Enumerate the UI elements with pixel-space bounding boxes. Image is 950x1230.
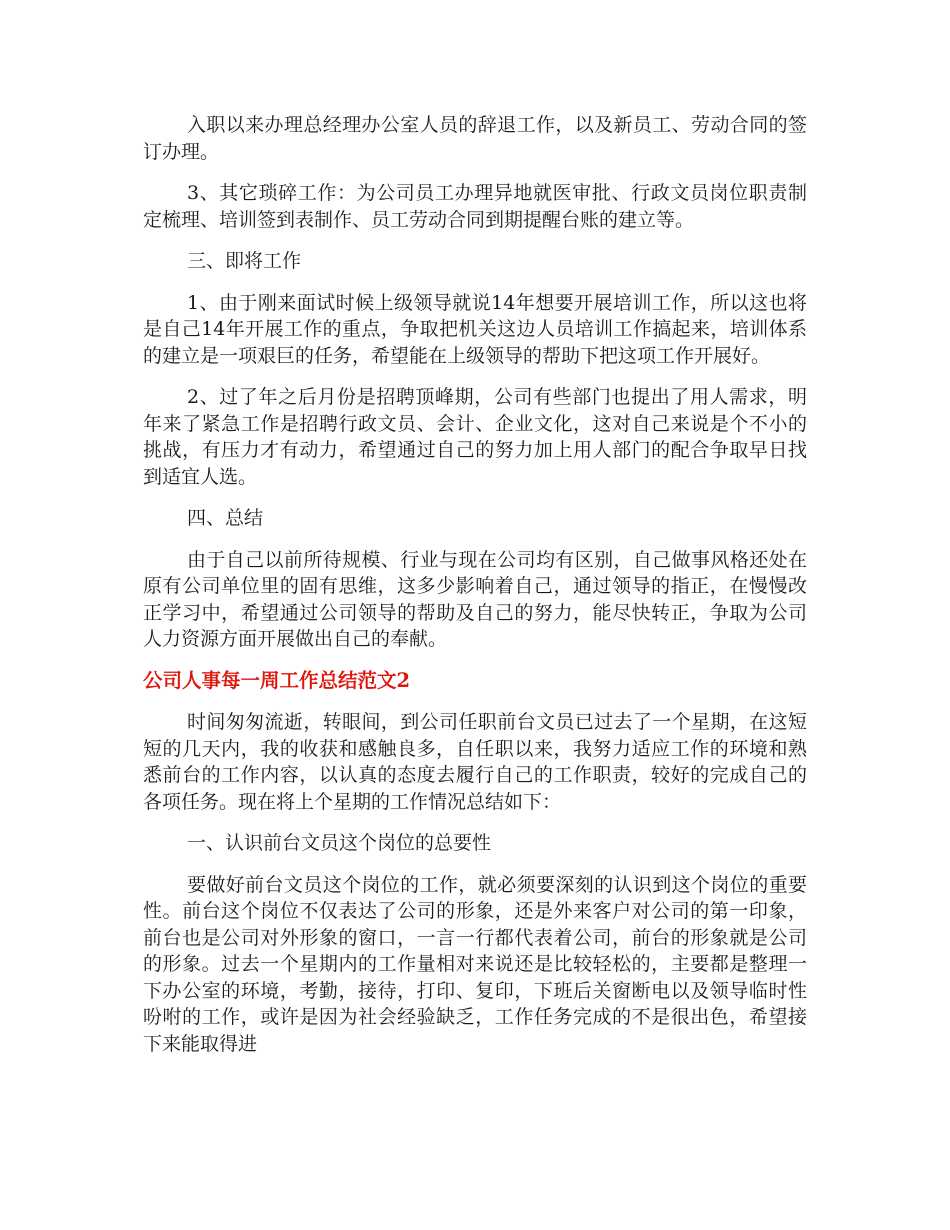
section-title-2: 公司人事每一周工作总结范文2 [143, 668, 411, 692]
paragraph-summary: 由于自己以前所待规模、行业与现在公司均有区别，自己做事风格还处在原有公司单位里的固有思维，这多少影响着自己，通过领导的指正，在慢慢改正学习中，希望通过公司领导的帮助及自己的努力，能尽快转正，争取为公司人力资源方面开展做出自己的奉献。 [143, 548, 807, 650]
document-page [143, 112, 807, 1072]
paragraph-training-plan: 1、由于刚来面试时候上级领导就说14年想要开展培训工作，所以这也将是自己14年开展工作的重点，争取把机关这边人员培训工作搞起来，培训体系的建立是一项艰巨的任务，希望能在上级领导的帮助下把这项工作开展好。 [143, 291, 807, 367]
heading-upcoming-work: 三、即将工作 [187, 250, 302, 272]
paragraph-recruitment-plan: 2、过了年之后月份是招聘顶峰期，公司有些部门也提出了用人需求，明年来了紧急工作是招聘行政文员、会计、企业文化，这对自己来说是个不小的挑战，有压力才有动力，希望通过自己的努力加上用人部门的配合争取早日找到适宜人选。 [143, 386, 807, 488]
paragraph-reception-details: 要做好前台文员这个岗位的工作，就必须要深刻的认识到这个岗位的重要性。前台这个岗位不仅表达了公司的形象，还是外来客户对公司的第一印象，前台也是公司对外形象的窗口，一言一行都代表着公司，前台的形象就是公司的形象。过去一个星期内的工作量相对来说还是比较轻松的，主要都是整理一下办公室的环境，考勤，接待，打印、复印，下班后关窗断电以及领导临时性吩咐的工作，或许是因为社会经验缺乏，工作任务完成的不是很出色，希望接下来能取得进 [143, 873, 807, 1055]
heading-reception-importance: 一、认识前台文员这个岗位的总要性 [187, 832, 492, 854]
paragraph-misc-work: 3、其它琐碎工作：为公司员工办理异地就医审批、行政文员岗位职责制定梳理、培训签到表制作、员工劳动合同到期提醒台账的建立等。 [143, 182, 807, 231]
heading-summary: 四、总结 [187, 507, 264, 529]
paragraph-intro-reception: 时间匆匆流逝，转眼间，到公司任职前台文员已过去了一个星期，在这短短的几天内，我的收获和感触良多，自任职以来，我努力适应工作的环境和熟悉前台的工作内容，以认真的态度去履行自己的工作职责，较好的完成自己的各项任务。现在将上个星期的工作情况总结如下： [143, 711, 807, 813]
paragraph-dismissal-contracts: 入职以来办理总经理办公室人员的辞退工作，以及新员工、劳动合同的签订办理。 [143, 114, 807, 163]
